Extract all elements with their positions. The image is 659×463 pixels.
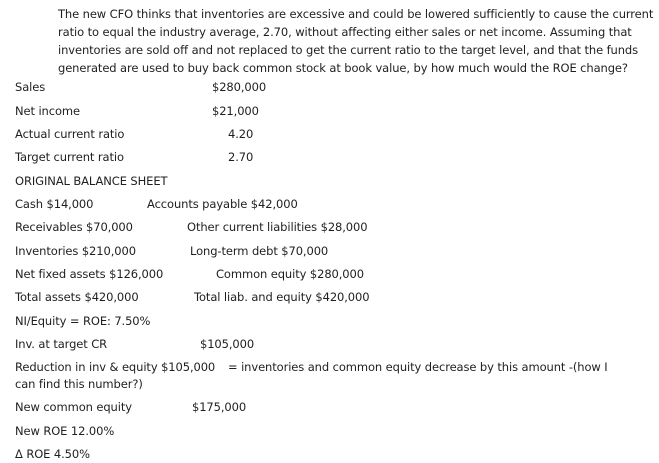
new-common-equity-value: $175,000 — [192, 400, 247, 414]
target-current-ratio-value: 2.70 — [228, 150, 254, 164]
reduction-note-continued: can find this number?) — [15, 377, 143, 391]
new-common-equity-label: New common equity — [15, 400, 132, 414]
roe-line: NI/Equity = ROE: 7.50% — [15, 314, 151, 328]
net-fixed-assets-line: Net fixed assets $126,000 — [15, 267, 164, 281]
sales-label: Sales — [15, 80, 46, 94]
total-liab-equity-line: Total liab. and equity $420,000 — [194, 290, 370, 304]
actual-current-ratio-label: Actual current ratio — [15, 127, 125, 141]
long-term-debt-line: Long-term debt $70,000 — [190, 244, 329, 258]
reduction-label: Reduction in inv & equity $105,000 — [15, 360, 216, 374]
cash-line: Cash $14,000 — [15, 197, 94, 211]
reduction-note: = inventories and common equity decrease by this amount -(how I — [228, 360, 608, 374]
inventories-line: Inventories $210,000 — [15, 244, 136, 258]
target-current-ratio-label: Target current ratio — [15, 150, 124, 164]
receivables-line: Receivables $70,000 — [15, 220, 133, 234]
balance-sheet-heading: ORIGINAL BALANCE SHEET — [15, 174, 168, 188]
net-income-value: $21,000 — [212, 104, 259, 118]
total-assets-line: Total assets $420,000 — [15, 290, 139, 304]
question-text: The new CFO thinks that inventories are excessive and could be lowered sufficiently to cause the current ratio to equal the industry average, 2.70, without affecting either sales or net income. Assuming that inventories are sold off and not replaced to get the current ratio to the target level, and that the funds generated are used to buy back common stock at book value, by how much would the ROE change? — [58, 7, 654, 75]
common-equity-line: Common equity $280,000 — [216, 267, 364, 281]
net-income-label: Net income — [15, 104, 80, 118]
actual-current-ratio-value: 4.20 — [228, 127, 254, 141]
other-current-liabilities-line: Other current liabilities $28,000 — [187, 220, 368, 234]
new-roe-line: New ROE 12.00% — [15, 424, 115, 438]
sales-value: $280,000 — [212, 80, 267, 94]
delta-roe-line: Δ ROE 4.50% — [15, 447, 90, 461]
inv-target-value: $105,000 — [200, 337, 255, 351]
inv-target-label: Inv. at target CR — [15, 337, 108, 351]
accounts-payable-line: Accounts payable $42,000 — [147, 197, 298, 211]
